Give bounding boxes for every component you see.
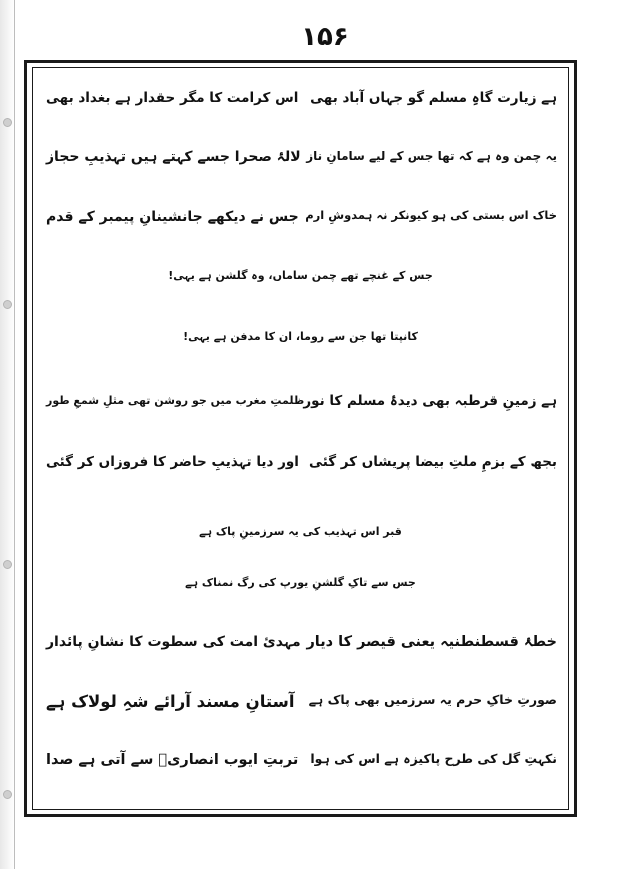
binding-hole xyxy=(3,560,12,569)
verse-second-hemistich: ظلمتِ مغرب میں جو روشن تھی مثلِ شمعِ طور xyxy=(46,394,305,407)
verse-second-hemistich: لالۂ صحرا جسے کہتے ہیں تہذیبِ حجاز xyxy=(46,149,301,165)
verse-first-hemistich: ہے زمینِ قرطبہ بھی دیدۂ مسلم کا نور xyxy=(303,393,557,409)
verse-first-hemistich: صورتِ خاکِ حرم یہ سرزمیں بھی پاک ہے xyxy=(308,692,557,707)
verse-first-hemistich: نکہتِ گل کی طرح پاکیزہ ہے اس کی ہوا xyxy=(310,751,557,766)
verse-band-line: جس سے تاکِ گلشنِ یورپ کی رگ نمناک ہے xyxy=(185,576,416,589)
verse-first-hemistich: ہے زیارت گاہِ مسلم گو جہاں آباد بھی xyxy=(310,90,557,106)
binding-hole xyxy=(3,790,12,799)
verse-second-hemistich: مہدئ امت کی سطوت کا نشانِ پائدار xyxy=(46,634,301,650)
binding-hole xyxy=(3,300,12,309)
binding-fold-line xyxy=(14,0,15,869)
verse-second-hemistich: اور دیا تہذیبِ حاضر کا فروزاں کر گئی xyxy=(46,454,299,470)
verse-second-hemistich: اس کرامت کا مگر حقدار ہے بغداد بھی xyxy=(46,90,299,106)
verse-first-hemistich: خطۂ قسطنطنیہ یعنی قیصر کا دیار xyxy=(306,634,557,650)
verse-band-line: کانپتا تھا جن سے روما، ان کا مدفن ہے یہی! xyxy=(183,330,418,343)
verse-first-hemistich: بجھ کے بزمِ ملتِ بیضا پریشاں کر گئی xyxy=(309,454,557,470)
verse-first-hemistich: خاک اس بستی کی ہو کیونکر نہ ہمدوشِ ارم xyxy=(305,208,557,222)
verse-second-hemistich: تربتِ ایوب انصاریؓ سے آتی ہے صدا xyxy=(46,752,299,768)
page-number: ۱۵۶ xyxy=(301,22,349,52)
verse-band-line: قبر اس تہذیب کی یہ سرزمینِ پاک ہے xyxy=(199,525,402,538)
poem-body xyxy=(32,67,569,810)
binding-hole xyxy=(3,118,12,127)
verse-second-hemistich: جس نے دیکھے جانشینانِ پیمبر کے قدم xyxy=(46,209,299,225)
book-binding-edge xyxy=(0,0,14,869)
verse-band-line: جس کے غنچے تھے چمن ساماں، وہ گلشن ہے یہی! xyxy=(168,269,433,282)
verse-first-hemistich: یہ چمن وہ ہے کہ تھا جس کے لیے سامانِ ناز xyxy=(306,149,557,163)
verse-second-hemistich: آستانِ مسند آرائے شہِ لولاک ہے xyxy=(46,692,295,711)
